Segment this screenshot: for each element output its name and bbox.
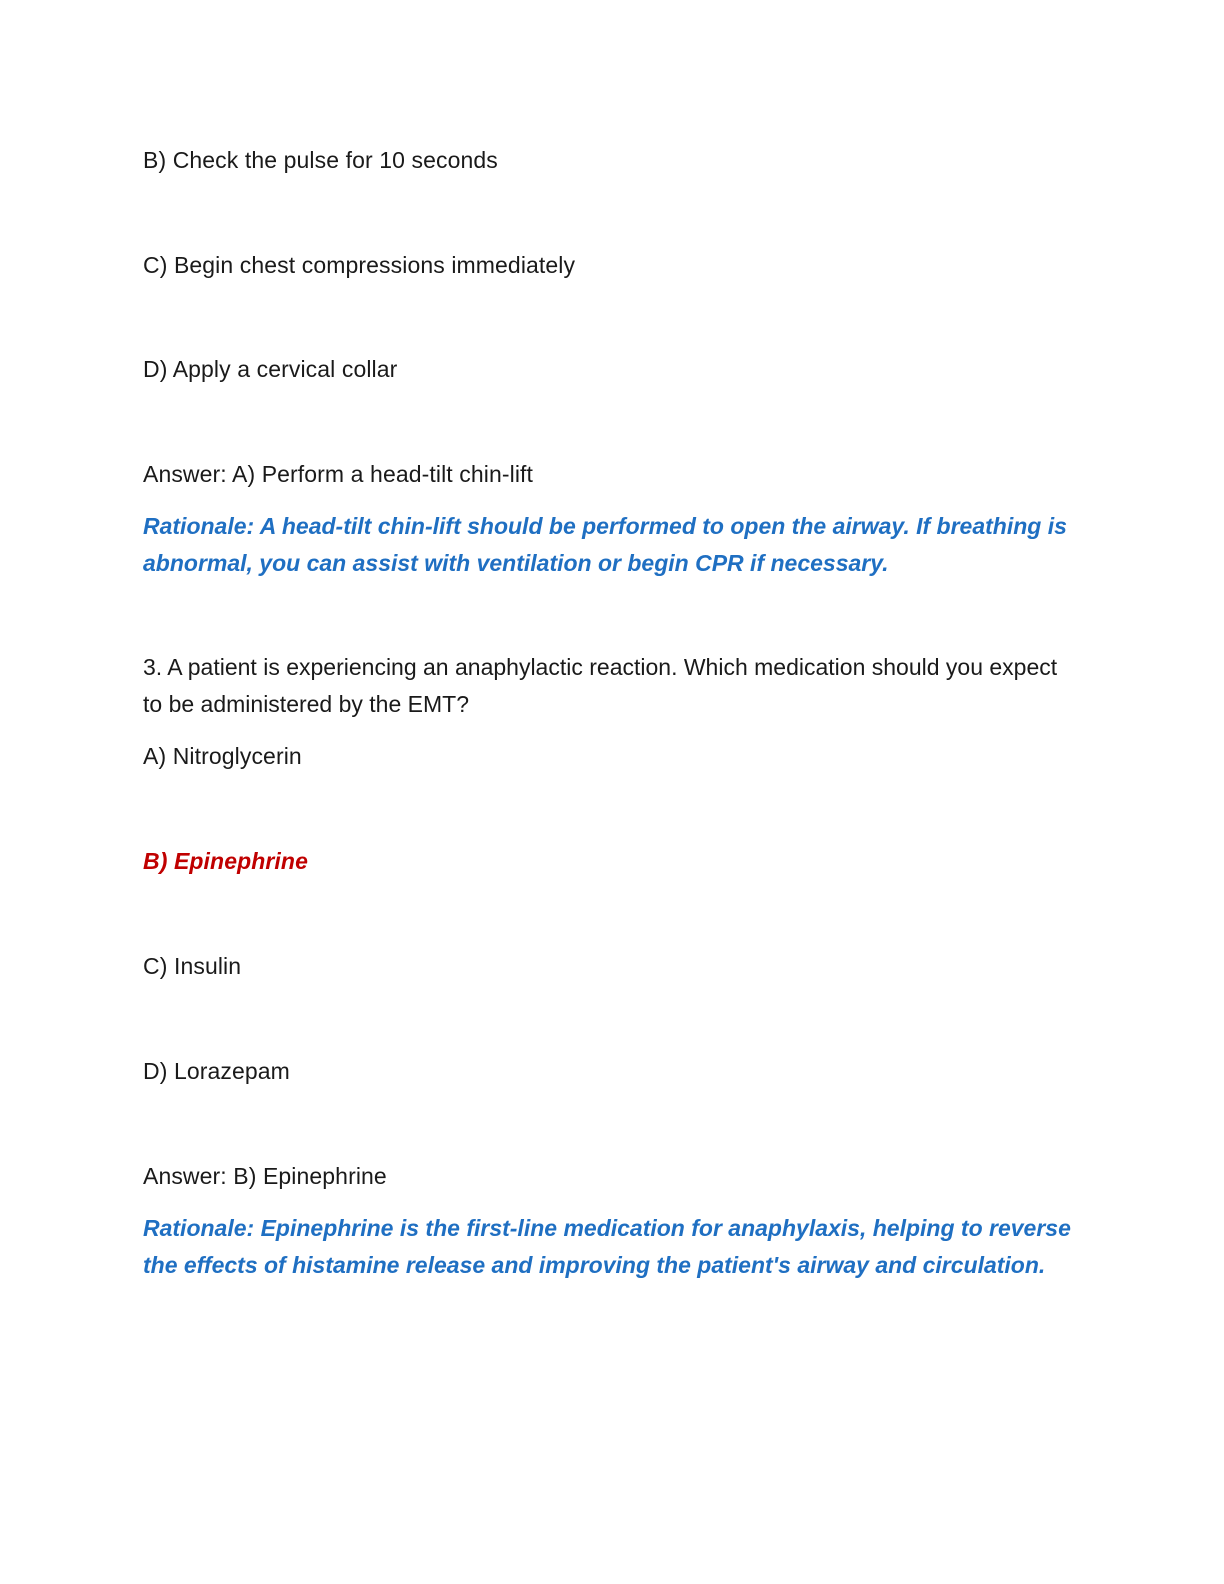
q3-option-b-correct: B) Epinephrine	[143, 848, 308, 874]
q3-answer: Answer: B) Epinephrine	[143, 1163, 387, 1189]
q2-answer: Answer: A) Perform a head-tilt chin-lift	[143, 461, 534, 487]
q3-option-a: A) Nitroglycerin	[143, 743, 302, 769]
q3-rationale: Rationale: Epinephrine is the first-line medication for anaphylaxis, helping to reverse the effects of histamine release and improving the patient's airway and circulation.	[143, 1215, 1071, 1278]
q2-option-d: D) Apply a cervical collar	[143, 356, 398, 382]
q2-option-b: B) Check the pulse for 10 seconds	[143, 147, 498, 173]
q3-option-d: D) Lorazepam	[143, 1058, 290, 1084]
q3-option-c: C) Insulin	[143, 953, 242, 979]
q3-question: 3. A patient is experiencing an anaphylactic reaction. Which medication should you expect to be administered by the EMT?	[143, 654, 1058, 717]
q2-option-c: C) Begin chest compressions immediately	[143, 252, 576, 278]
q2-rationale: Rationale: A head-tilt chin-lift should be performed to open the airway. If breathing is abnormal, you can assist with ventilation or begin CPR if necessary.	[143, 513, 1067, 576]
